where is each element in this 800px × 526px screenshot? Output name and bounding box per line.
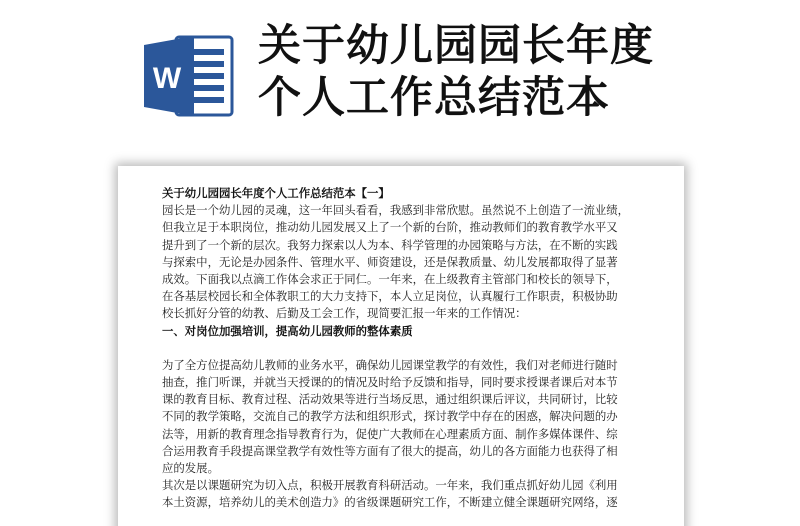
paragraph-line: 其次是以课题研究为切入点，积极开展教育科研活动。一年来，我们重点抓好幼儿园《利用 [162, 478, 618, 493]
blank-line [162, 340, 642, 357]
paragraph-line: 合运用教育手段提高课堂教学有效性等方面有了很大的提高，幼儿的各方面能力也获得了相 [162, 443, 618, 458]
paragraph-line: 成效。下面我以点滴工作体会求正于同仁。一年来，在上级教育主管部门和校长的领导下， [162, 271, 618, 286]
title-line-2: 个人工作总结范本 [258, 73, 610, 123]
document-preview [118, 166, 684, 526]
section-heading: 一、对岗位加强培训，提高幼儿园教师的整体素质 [162, 323, 413, 338]
paragraph-line: 但我立足于本职岗位，推动幼儿园发展又上了一个新的台阶，推动教师们的教育教学水平又 [162, 220, 618, 235]
paragraph-line: 本土资源，培养幼儿的美术创造力》的省级课题研究工作，不断建立健全课题研究网络，逐 [162, 495, 618, 510]
paragraph-line: 法等，用新的教育理念指导教育行为，促使广大教师在心理素质方面、制作多媒体课件、综 [162, 426, 618, 441]
page-title [258, 20, 778, 124]
document-body [162, 185, 642, 512]
svg-text:W: W [152, 62, 182, 95]
paragraph-line: 在各基层校园长和全体教职工的大力支持下，本人立足岗位，认真履行工作职责，积极协助 [162, 289, 618, 304]
paragraph-line: 为了全方位提高幼儿教师的业务水平，确保幼儿园课堂教学的有效性，我们对老师进行随时 [162, 357, 618, 372]
paragraph-line: 应的发展。 [162, 461, 219, 475]
paragraph-line: 课的教育目标、教育过程、活动效果等进行当场反思，通过组织课后评议，共同研讨，比较 [162, 392, 618, 407]
paragraph-line: 与探索中，无论是办园条件、管理水平、师资建设，还是保教质量、幼儿发展都取得了显著 [162, 254, 618, 269]
document-heading: 关于幼儿园园长年度个人工作总结范本【一】 [162, 186, 390, 200]
paragraph-line: 校长抓好分管的幼教、后勤及工会工作，现简要汇报一年来的工作情况： [162, 306, 527, 321]
word-icon [142, 33, 234, 119]
paragraph-line: 抽查，推门听课，并就当天授课的的情况及时给予反馈和指导，同时要求授课者课后对本节 [162, 375, 618, 390]
paragraph-line: 园长是一个幼儿园的灵魂，这一年回头看看，我感到非常欣慰。虽然说不上创造了一流业绩， [162, 203, 630, 218]
paragraph-line: 提升到了一个新的层次。我努力探索以人为本、科学管理的办园策略与方法，在不断的实践 [162, 237, 618, 252]
title-line-1: 关于幼儿园园长年度 [258, 21, 654, 71]
paragraph-line: 不同的教学策略，交流自己的教学方法和组织形式，探讨教学中存在的困惑，解决问题的办 [162, 409, 618, 424]
